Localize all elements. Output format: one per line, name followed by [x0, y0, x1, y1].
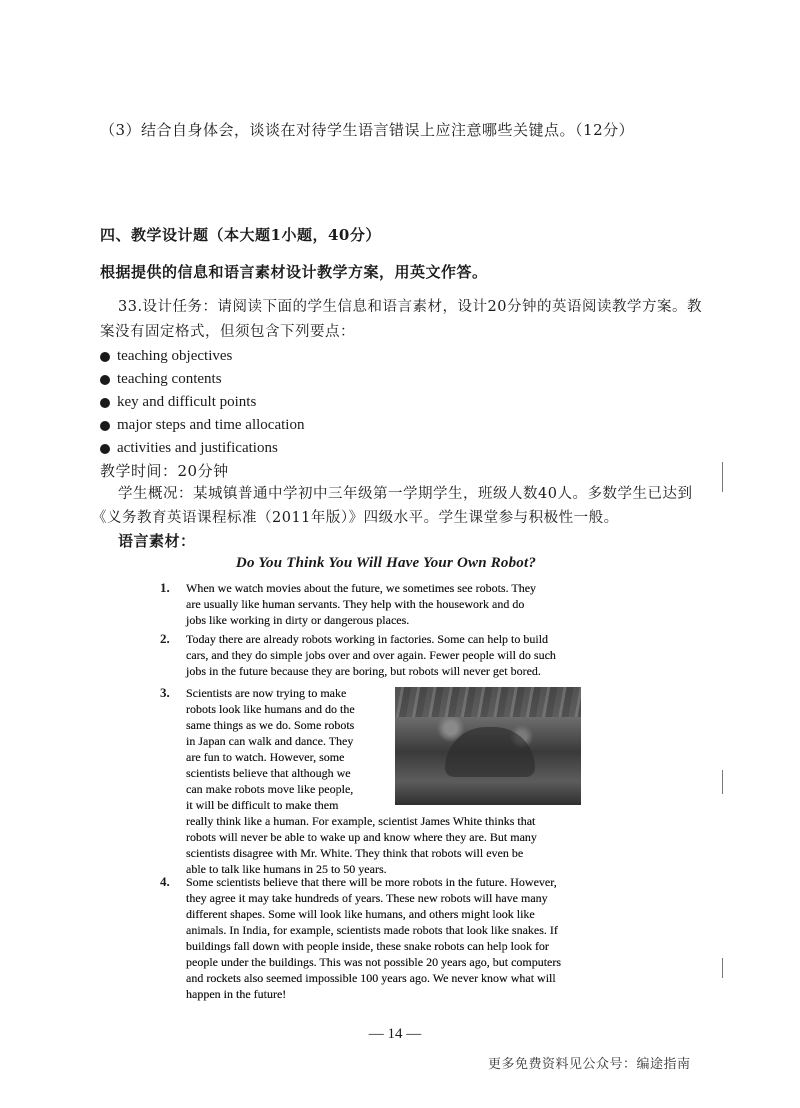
- page-number: — 14 —: [368, 1026, 422, 1042]
- text-line: same things as we do. Some robots: [186, 718, 355, 732]
- text-line: happen in the future!: [186, 987, 287, 1001]
- text-line: animals. In India, for example, scientists made robots that look like snakes. If: [186, 923, 558, 937]
- robot-photo: [395, 687, 581, 805]
- text-line: scientists believe that although we: [186, 766, 351, 780]
- paragraph-3-narrow: [186, 685, 391, 813]
- scan-edge-mark: [722, 770, 723, 794]
- text-line: jobs like working in dirty or dangerous places.: [186, 613, 410, 627]
- text-line: different shapes. Some will look like humans, and others might look like: [186, 907, 535, 921]
- text-line: scientists disagree with Mr. White. They think that robots will even be: [186, 846, 524, 860]
- text-line: Today there are already robots working in factories. Some can help to build: [186, 632, 549, 646]
- instruction-text: 根据提供的信息和语言素材设计教学方案，用英文作答。: [100, 263, 488, 281]
- question-3-text: （3）结合自身体会，谈谈在对待学生语言错误上应注意哪些关键点。（12分）: [100, 121, 635, 139]
- task-line-1: 33.设计任务：请阅读下面的学生信息和语言素材，设计20分钟的英语阅读教学方案。教: [118, 299, 703, 315]
- task-line-2: 案没有固定格式，但须包含下列要点：: [100, 324, 355, 340]
- paragraph-3-wide: [186, 813, 586, 877]
- text-line: are usually like human servants. They help with the housework and do: [186, 597, 525, 611]
- paragraph-4: [186, 874, 596, 1002]
- paragraph-number: 2.: [160, 631, 170, 646]
- bullet-icon: [100, 421, 110, 431]
- requirements-list: [100, 345, 500, 460]
- text-line: jobs in the future because they are boring, but robots will never get bored.: [186, 664, 541, 678]
- bullet-icon: [100, 444, 110, 454]
- list-item: [100, 437, 500, 460]
- list-item-label: activities and justifications: [117, 440, 278, 456]
- teaching-time: 教学时间：20分钟: [100, 462, 229, 480]
- text-line: are fun to watch. However, some: [186, 750, 345, 764]
- text-line: really think like a human. For example, scientist James White thinks that: [186, 814, 536, 828]
- text-line: they agree it may take hundreds of years. These new robots will have many: [186, 891, 548, 905]
- story-title: Do You Think You Will Have Your Own Robot?: [235, 555, 537, 571]
- list-item: [100, 414, 500, 437]
- text-line: cars, and they do simple jobs over and over again. Fewer people will do such: [186, 648, 556, 662]
- text-line: Some scientists believe that there will be more robots in the future. However,: [186, 875, 557, 889]
- student-info-line-2: 《义务教育英语课程标准（2011年版）》四级水平。学生课堂参与积极性一般。: [92, 510, 619, 526]
- text-line: robots will never be able to wake up and know where they are. But many: [186, 830, 537, 844]
- list-item-label: major steps and time allocation: [117, 417, 305, 433]
- list-item-label: teaching objectives: [117, 348, 233, 364]
- text-line: When we watch movies about the future, we sometimes see robots. They: [186, 581, 537, 595]
- text-line: and rockets also seemed impossible 100 years ago. We never know what will: [186, 971, 556, 985]
- student-info-line-1: 学生概况：某城镇普通中学初中三年级第一学期学生，班级人数40人。多数学生已达到: [118, 486, 693, 502]
- list-item-label: key and difficult points: [117, 394, 257, 410]
- text-line: Scientists are now trying to make: [186, 686, 347, 700]
- text-line: can make robots move like people,: [186, 782, 354, 796]
- material-label: 语言素材：: [118, 532, 196, 550]
- scan-edge-mark: [722, 462, 723, 492]
- text-line: able to talk like humans in 25 to 50 years.: [186, 862, 387, 876]
- text-line: buildings fall down with people inside, these snake robots can help look for: [186, 939, 549, 953]
- bullet-icon: [100, 375, 110, 385]
- list-item: [100, 345, 500, 368]
- scan-edge-mark: [722, 958, 723, 978]
- bullet-icon: [100, 398, 110, 408]
- paragraph-1: [186, 580, 586, 628]
- section-heading: 四、教学设计题（本大题1小题，40分）: [100, 226, 381, 244]
- bullet-icon: [100, 352, 110, 362]
- list-item-label: teaching contents: [117, 371, 222, 387]
- text-line: people under the buildings. This was not possible 20 years ago, but computers: [186, 955, 562, 969]
- list-item: [100, 391, 500, 414]
- text-line: it will be difficult to make them: [186, 798, 339, 812]
- paragraph-number: 1.: [160, 580, 170, 595]
- paragraph-number: 4.: [160, 874, 170, 889]
- text-line: robots look like humans and do the: [186, 702, 355, 716]
- list-item: [100, 368, 500, 391]
- paragraph-number: 3.: [160, 685, 170, 700]
- text-line: in Japan can walk and dance. They: [186, 734, 354, 748]
- footer-note: 更多免费资料见公众号：编途指南: [488, 1057, 691, 1072]
- paragraph-2: [186, 631, 586, 679]
